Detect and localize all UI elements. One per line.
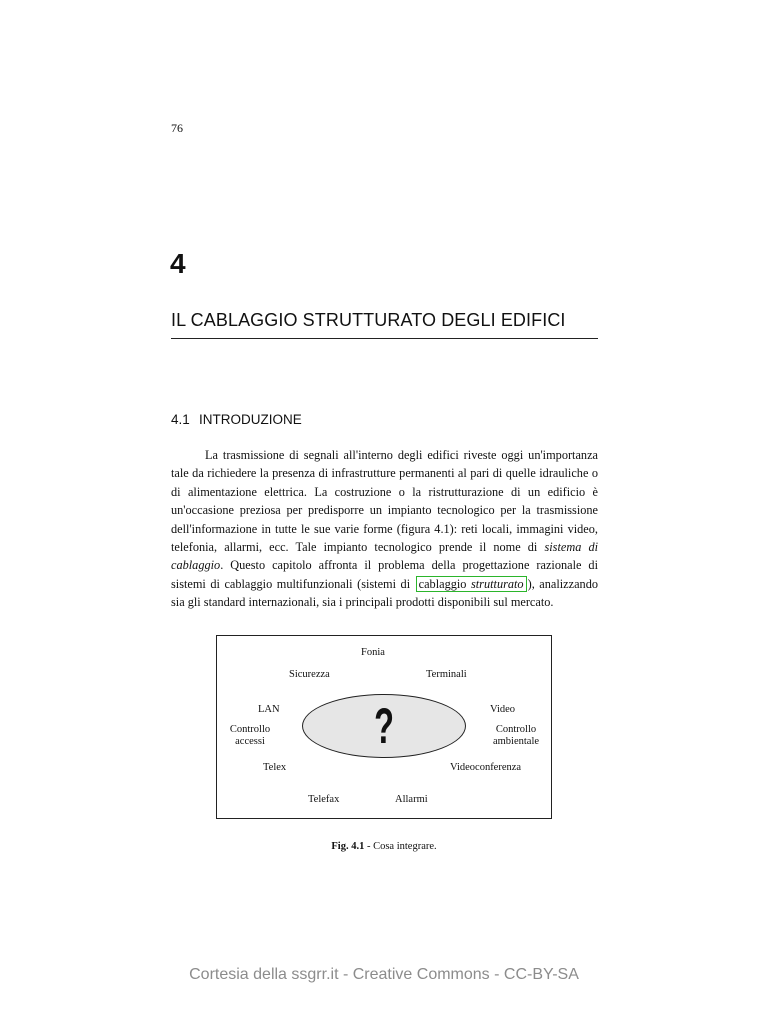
intro-paragraph: [171, 446, 598, 612]
figure-caption-text: Cosa integrare.: [373, 841, 437, 852]
question-mark-symbol: ?: [374, 698, 394, 754]
label-fonia: Fonia: [361, 647, 385, 658]
paragraph-term-sistema-di-cablaggio: sistema di cablaggio: [171, 540, 599, 573]
paragraph-text-3: ), analizzando sia gli standard internazionali, sia i principali prodotti disponibili sul mercato.: [171, 576, 598, 610]
label-lan: LAN: [258, 704, 280, 715]
center-oval: [302, 694, 466, 758]
label-controllo-accessi: [227, 724, 273, 748]
label-videoconferenza: Videoconferenza: [450, 762, 522, 773]
figure-diagram: [216, 635, 552, 819]
label-controllo-ambientale-line2: ambientale: [492, 736, 540, 747]
page-number: 76: [171, 121, 183, 135]
label-telex: Telex: [263, 762, 287, 773]
label-controllo-ambientale: [489, 724, 543, 748]
figure-caption: [216, 841, 552, 852]
label-terminali: Terminali: [426, 669, 467, 680]
label-controllo-ambientale-line1: Controllo: [495, 724, 537, 735]
footer-credit: Cortesia della ssgrr.it - Creative Commons - CC-BY-SA: [189, 966, 579, 983]
highlighted-term-italic: strutturato: [470, 576, 524, 591]
chapter-title: IL CABLAGGIO STRUTTURATO DEGLI EDIFICI: [171, 310, 566, 330]
label-video: Video: [490, 704, 516, 715]
figure-caption-label: Fig. 4.1: [331, 841, 365, 852]
figure-caption-separator: -: [364, 841, 374, 852]
label-allarmi: Allarmi: [395, 794, 428, 805]
label-controllo-accessi-line1: Controllo: [229, 724, 271, 735]
label-controllo-accessi-line2: accessi: [235, 736, 265, 747]
section-number: 4.1: [171, 412, 190, 427]
section-heading: [171, 412, 302, 427]
highlighted-term-plain: cablaggio: [418, 576, 471, 591]
highlighted-term-box[interactable]: [416, 576, 527, 592]
chapter-number: 4: [170, 248, 186, 279]
paragraph-text-2: . Questo capitolo affronta il problema della progettazione razionale di sistemi di cablaggio multifunzionali (sistemi di: [171, 558, 598, 591]
label-telefax: Telefax: [308, 794, 340, 805]
section-title: INTRODUZIONE: [199, 412, 302, 427]
paragraph-text-1: La trasmissione di segnali all'interno degli edifici riveste oggi un'importanza tale da richiedere la presenza di infrastrutture permanenti al pari di quelle idrauliche o di alimentazione elettrica. La costruzione o la ristrutturazione di un edificio è un'occasione preziosa per predisporre un impianto tecnologico per la trasmissione dell'informazione in tutte le sue varie forme (figura 4.1): reti locali, immagini video, telefonia, allarmi, ecc. Tale impianto tecnologico prende il nome di: [171, 448, 598, 555]
title-rule: [171, 338, 598, 339]
label-sicurezza: Sicurezza: [289, 669, 330, 680]
